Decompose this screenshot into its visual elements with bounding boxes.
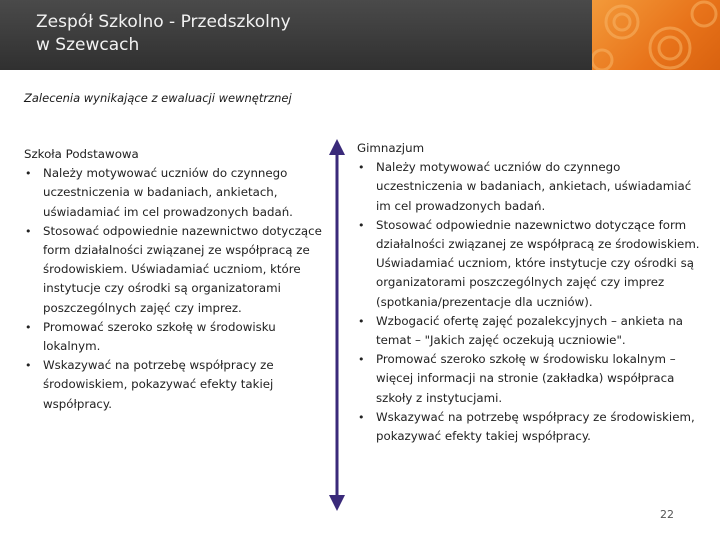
- list-item: • Należy motywować uczniów do czynnego uczestniczenia w badaniach, ankietach, uświadamiać im cel prowadzonych badań.: [357, 158, 702, 216]
- list-item: • Wskazywać na potrzebę współpracy ze środowiskiem, pokazywać efekty takiej współpracy.: [357, 408, 702, 446]
- double-arrow-icon: [327, 139, 347, 511]
- list-item: • Należy motywować uczniów do czynnego uczestniczenia w badaniach, ankietach, uświadamiać im cel prowadzonych badań.: [24, 164, 324, 222]
- gymnasium-heading: Gimnazjum: [357, 141, 425, 155]
- section-subtitle: Zalecenia wynikające z ewaluacji wewnętrznej: [24, 91, 292, 105]
- header-banner: [0, 0, 720, 70]
- list-item: • Promować szeroko szkołę w środowisku lokalnym – więcej informacji na stronie (zakładka) współpraca szkoły z instytucjami.: [357, 350, 702, 408]
- decorative-circles-icon: [592, 0, 720, 70]
- primary-school-column: [24, 145, 324, 414]
- list-item: • Wzbogacić ofertę zajęć pozalekcyjnych – ankieta na temat – "Jakich zajęć oczekują uczniowie".: [357, 312, 702, 350]
- gymnasium-column: [357, 139, 702, 446]
- decorative-orange-pattern: [592, 0, 720, 70]
- primary-school-list: [24, 164, 324, 414]
- page-title-line-2: w Szewcach: [36, 35, 140, 55]
- page-title-line-1: Zespół Szkolno - Przedszkolny: [36, 12, 291, 32]
- page-number: 22: [660, 508, 674, 521]
- gymnasium-list: [357, 158, 702, 446]
- list-item: • Stosować odpowiednie nazewnictwo dotyczące form działalności związanej ze współpracą ze środowiskiem. Uświadamiać uczniom, które instytucje czy ośrodki są organizatorami poszczególnych zajęć czy imprez.: [24, 222, 324, 318]
- page-title: [36, 11, 556, 57]
- list-item: • Wskazywać na potrzebę współpracy ze środowiskiem, pokazywać efekty takiej współpracy.: [24, 356, 324, 414]
- primary-school-heading: Szkoła Podstawowa: [24, 147, 139, 161]
- list-item: • Stosować odpowiednie nazewnictwo dotyczące form działalności związanej ze współpracą ze środowiskiem. Uświadamiać uczniom, które instytucje czy ośrodki są organizatorami poszczególnych zajęć czy imprez (spotkania/prezentacje dla uczniów).: [357, 216, 702, 312]
- list-item: • Promować szeroko szkołę w środowisku lokalnym.: [24, 318, 324, 356]
